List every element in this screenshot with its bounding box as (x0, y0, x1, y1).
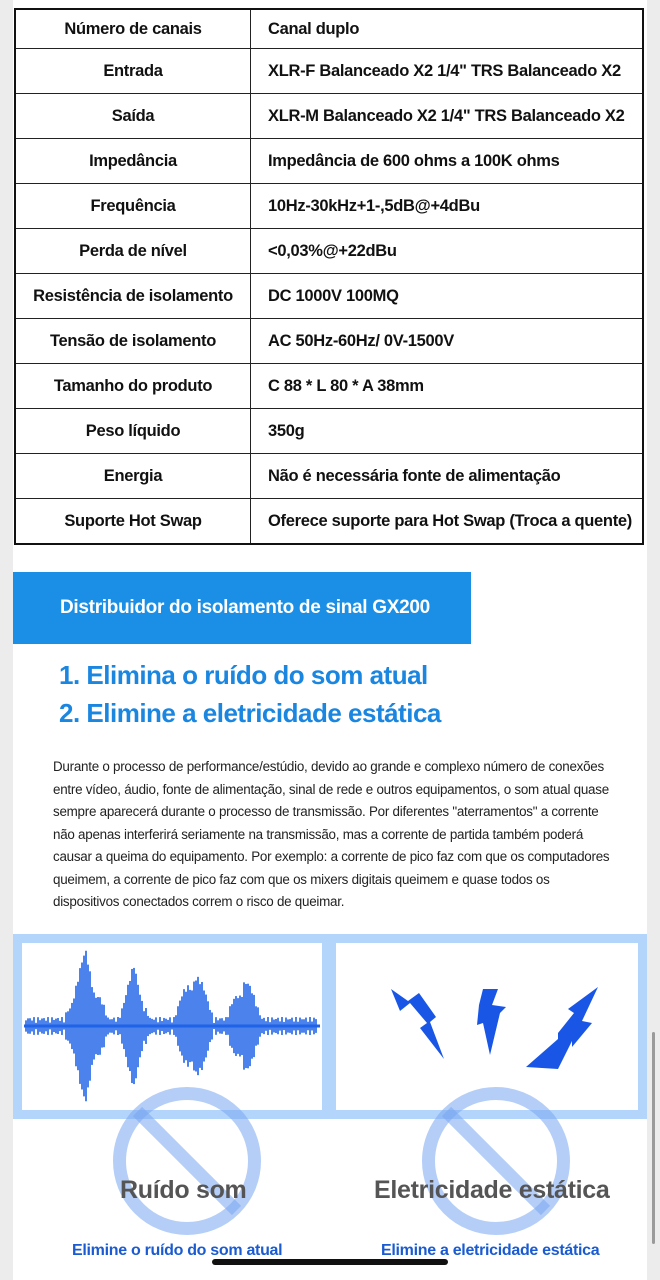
spec-row (15, 274, 643, 319)
product-title-banner (13, 572, 471, 644)
spec-value: Não é necessária fonte de alimentação (251, 454, 644, 499)
spec-row (15, 454, 643, 499)
spec-table (14, 8, 644, 545)
banner-title: Distribuidor do isolamento de sinal GX200 (60, 597, 430, 618)
spec-label: Número de canais (15, 9, 251, 49)
spec-row (15, 319, 643, 364)
spec-label: Suporte Hot Swap (15, 499, 251, 545)
spec-row (15, 9, 643, 49)
spec-row (15, 364, 643, 409)
spec-value: DC 1000V 100MQ (251, 274, 644, 319)
spec-label: Tensão de isolamento (15, 319, 251, 364)
prohibited-icon (113, 1087, 261, 1235)
description-text: Durante o processo de performance/estúdio, devido ao grande e complexo número de conexões entre vídeo, áudio, fonte de alimentação, sinal de rede e outros equipamentos, o som atual quase sempre aparecerá durante o processo de transmissão. Por diferentes "aterramentos" a corrente não apenas interferirá seriamente na transmissão, mas a corrente de partida também poderá causar a queima do equipamento. Por exemplo: a corrente de pico faz com que os computadores queimem, a corrente de pico faz com que os mixers digitais queimem e quase todos os dispositivos conectados correm o risco de queimar. (53, 759, 610, 909)
spec-label: Peso líquido (15, 409, 251, 454)
spec-value: XLR-M Balanceado X2 1/4" TRS Balanceado X2 (251, 94, 644, 139)
spec-value: Canal duplo (251, 9, 644, 49)
spec-label: Saída (15, 94, 251, 139)
waveform-icon (22, 943, 322, 1110)
spec-row (15, 49, 643, 94)
spec-row (15, 184, 643, 229)
spec-label: Perda de nível (15, 229, 251, 274)
spec-value: AC 50Hz-60Hz/ 0V-1500V (251, 319, 644, 364)
spec-row (15, 409, 643, 454)
spec-label: Frequência (15, 184, 251, 229)
spec-label: Entrada (15, 49, 251, 94)
spec-value: Oferece suporte para Hot Swap (Troca a quente) (251, 499, 644, 545)
spec-value: C 88 * L 80 * A 38mm (251, 364, 644, 409)
feature-heading-2: 2. Elimine a eletricidade estática (59, 698, 441, 728)
scrollbar-indicator[interactable] (652, 1032, 655, 1244)
prohibited-icon (422, 1087, 570, 1235)
spec-row (15, 229, 643, 274)
spec-value: XLR-F Balanceado X2 1/4" TRS Balanceado X2 (251, 49, 644, 94)
feature-heading-1: 1. Elimina o ruído do som atual (59, 660, 428, 690)
noise-subtitle: Elimine o ruído do som atual (72, 1242, 283, 1259)
spec-label: Tamanho do produto (15, 364, 251, 409)
spec-row (15, 499, 643, 545)
spec-label: Resistência de isolamento (15, 274, 251, 319)
spec-label: Energia (15, 454, 251, 499)
spec-row (15, 139, 643, 184)
spec-value: 350g (251, 409, 644, 454)
spec-value: <0,03%@+22dBu (251, 229, 644, 274)
spec-row (15, 94, 643, 139)
spec-value: 10Hz-30kHz+1-,5dB@+4dBu (251, 184, 644, 229)
spec-label: Impedância (15, 139, 251, 184)
lightning-bolts-icon (336, 943, 638, 1110)
static-subtitle: Elimine a eletricidade estática (381, 1242, 600, 1259)
spec-value: Impedância de 600 ohms a 100K ohms (251, 139, 644, 184)
home-indicator[interactable] (212, 1259, 448, 1265)
noise-caption: Ruído som (120, 1176, 247, 1204)
static-caption: Eletricidade estática (374, 1176, 610, 1204)
